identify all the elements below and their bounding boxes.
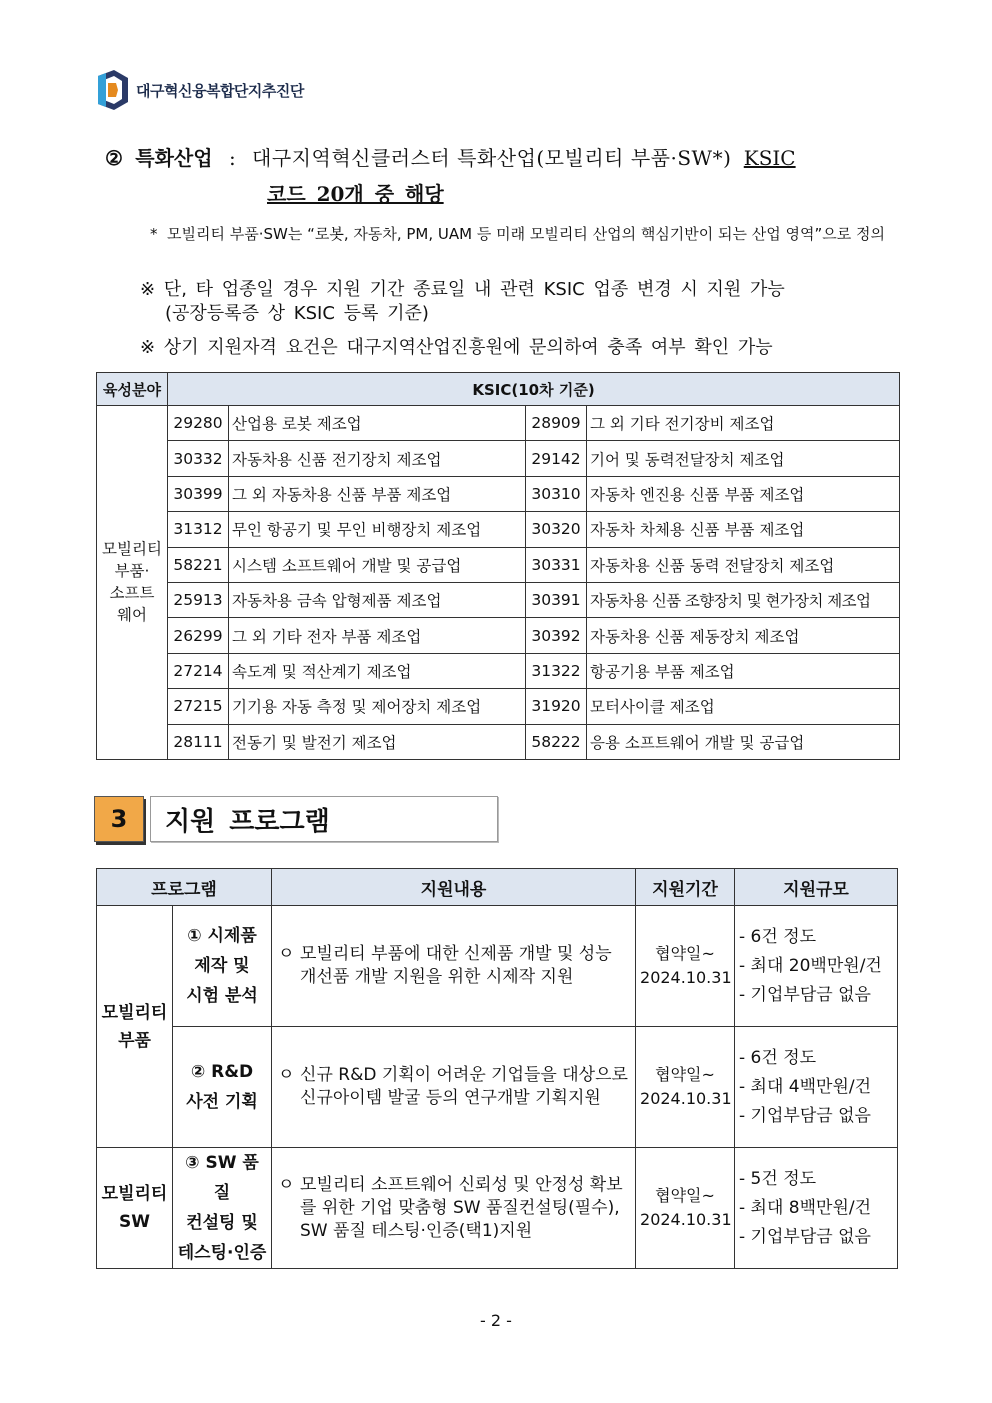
scale-line: - 최대 20백만원/건 — [739, 955, 882, 976]
ksic-name: 자동차용 신품 조향장치 및 현가장치 제조업 — [587, 582, 900, 617]
ksic-name: 기어 및 동력전달장치 제조업 — [587, 441, 900, 476]
ksic-code: 28909 — [526, 406, 587, 441]
field-line: 소프트 — [109, 584, 155, 603]
ksic-code: 31920 — [526, 689, 587, 724]
program-scale — [735, 1148, 898, 1269]
program-name-line: 제작 및 — [194, 956, 250, 976]
table-row — [97, 406, 900, 441]
table-row — [97, 653, 900, 688]
ksic-name: 기기용 자동 측정 및 제어장치 제조업 — [229, 689, 526, 724]
ksic-code: 30392 — [526, 618, 587, 653]
ksic-name: 자동차 차체용 신품 부품 제조업 — [587, 512, 900, 547]
program-name — [173, 1148, 272, 1269]
scale-line: - 기업부담금 없음 — [739, 984, 871, 1005]
ksic-name: 무인 항공기 및 무인 비행장치 제조업 — [229, 512, 526, 547]
ksic-code: 31312 — [168, 512, 229, 547]
program-name-line: 테스팅·인증 — [177, 1243, 267, 1263]
item-description: 대구지역혁신클러스터 특화산업(모빌리티 부품·SW*) — [252, 146, 732, 170]
ksic-code: 30399 — [168, 476, 229, 511]
ksic-code: 29280 — [168, 406, 229, 441]
table-row — [97, 906, 898, 1027]
ksic-name: 그 외 기타 전자 부품 제조업 — [229, 618, 526, 653]
ksic-name: 자동차용 신품 동력 전달장치 제조업 — [587, 547, 900, 582]
ksic-code: 31322 — [526, 653, 587, 688]
period-line: 2024.10.31 — [640, 1210, 732, 1229]
program-name — [173, 1027, 272, 1148]
category-line: 모빌리티 — [101, 1002, 168, 1023]
header-content: 지원내용 — [272, 869, 636, 906]
program-table-header — [97, 869, 898, 906]
section-number-badge: 3 — [94, 796, 144, 842]
category-mobility-parts — [97, 906, 173, 1148]
program-content — [272, 1148, 636, 1269]
scale-line: - 5건 정도 — [739, 1168, 817, 1189]
header-logo — [96, 70, 304, 110]
ksic-code: 30331 — [526, 547, 587, 582]
table-row — [97, 476, 900, 511]
scale-line: - 6건 정도 — [739, 926, 817, 947]
exception-note-line2: (공장등록증 상 KSIC 등록 기준) — [165, 303, 429, 324]
field-line: 웨어 — [117, 606, 147, 625]
program-table — [96, 868, 898, 1269]
program-name-line: ① 시제품 — [187, 926, 257, 946]
program-name — [173, 906, 272, 1027]
period-line: 협약일~ — [655, 1186, 715, 1205]
ksic-name: 모터사이클 제조업 — [587, 689, 900, 724]
ksic-name: 그 외 자동차용 신품 부품 제조업 — [229, 476, 526, 511]
ksic-code: 58222 — [526, 724, 587, 759]
ksic-code: 26299 — [168, 618, 229, 653]
program-period — [636, 906, 735, 1027]
content-text: 모빌리티 부품에 대한 신제품 개발 및 성능 개선품 개발 지원을 위한 시제작 지원 — [300, 944, 612, 987]
ksic-name: 시스템 소프트웨어 개발 및 공급업 — [229, 547, 526, 582]
program-name-line: ③ SW 품질 — [185, 1153, 259, 1203]
table-row — [97, 618, 900, 653]
ksic-code: 25913 — [168, 582, 229, 617]
page-number: - 2 - — [480, 1311, 512, 1330]
ksic-name: 그 외 기타 전기장비 제조업 — [587, 406, 900, 441]
period-line: 협약일~ — [655, 1065, 715, 1084]
ksic-name: 자동차용 신품 전기장치 제조업 — [229, 441, 526, 476]
table-row — [97, 1148, 898, 1269]
exception-note — [140, 278, 785, 326]
header-ksic: KSIC(10차 기준) — [168, 373, 900, 406]
bullet: ㅇ — [278, 1174, 295, 1195]
ksic-code: 58221 — [168, 547, 229, 582]
program-period — [636, 1027, 735, 1148]
specialized-industry-line2: 코드 20개 중 해당 — [267, 182, 444, 206]
ksic-code: 30310 — [526, 476, 587, 511]
field-line: 부품· — [114, 562, 150, 581]
ksic-name: 자동차용 신품 제동장치 제조업 — [587, 618, 900, 653]
category-line: SW — [119, 1212, 150, 1232]
ksic-name: 응용 소프트웨어 개발 및 공급업 — [587, 724, 900, 759]
item-colon: : — [228, 146, 236, 170]
scale-line: - 최대 8백만원/건 — [739, 1197, 872, 1218]
table-row — [97, 441, 900, 476]
org-logo-icon — [96, 70, 130, 110]
header-scale: 지원규모 — [735, 869, 898, 906]
program-scale — [735, 1027, 898, 1148]
period-line: 2024.10.31 — [640, 1089, 732, 1108]
note-text: 모빌리티 부품·SW는 “로봇, 자동차, PM, UAM 등 미래 모빌리티 산업의 핵심기반이 되는 산업 영역”으로 정의 — [167, 225, 886, 243]
header-period: 지원기간 — [636, 869, 735, 906]
program-content — [272, 1027, 636, 1148]
category-line: 부품 — [118, 1030, 151, 1051]
program-period — [636, 1148, 735, 1269]
category-line: 모빌리티 — [101, 1184, 168, 1204]
program-name-line: ② R&D — [190, 1062, 254, 1082]
program-scale — [735, 906, 898, 1027]
section-title: 지원 프로그램 — [150, 796, 498, 842]
scale-line: - 기업부담금 없음 — [739, 1226, 871, 1247]
inquiry-note: ※ 상기 지원자격 요건은 대구지역산업진흥원에 문의하여 충족 여부 확인 가능 — [140, 337, 773, 358]
exception-note-line1: ※ 단, 타 업종일 경우 지원 기간 종료일 내 관련 KSIC 업종 변경 시 지원 가능 — [140, 279, 785, 300]
period-line: 협약일~ — [655, 944, 715, 963]
ksic-code: 27215 — [168, 689, 229, 724]
table-row — [97, 582, 900, 617]
table-row — [97, 547, 900, 582]
period-line: 2024.10.31 — [640, 968, 732, 987]
table-row — [97, 689, 900, 724]
content-text: 모빌리티 소프트웨어 신뢰성 및 안정성 확보를 위한 기업 맞춤형 SW 품질컨설팅(필수), SW 품질 테스팅·인증(택1)지원 — [300, 1174, 623, 1241]
ksic-name: 속도계 및 적산계기 제조업 — [229, 653, 526, 688]
ksic-code: 29142 — [526, 441, 587, 476]
program-name-line: 컨설팅 및 — [186, 1213, 258, 1233]
program-name-line: 사전 기획 — [186, 1092, 258, 1112]
ksic-name: 항공기용 부품 제조업 — [587, 653, 900, 688]
ksic-code: 30391 — [526, 582, 587, 617]
ksic-word: KSIC — [743, 146, 796, 170]
field-line: 모빌리티 — [102, 540, 162, 559]
ksic-name: 자동차용 금속 압형제품 제조업 — [229, 582, 526, 617]
ksic-code: 30332 — [168, 441, 229, 476]
ksic-table-header — [97, 373, 900, 406]
ksic-name: 전동기 및 발전기 제조업 — [229, 724, 526, 759]
category-mobility-sw — [97, 1148, 173, 1269]
program-name-line: 시험 분석 — [186, 986, 258, 1006]
definition-note — [150, 224, 902, 244]
ksic-code: 30320 — [526, 512, 587, 547]
table-row — [97, 512, 900, 547]
bullet: ㅇ — [278, 944, 295, 964]
content-text: 신규 R&D 기획이 어려운 기업들을 대상으로 신규아이템 발굴 등의 연구개발 기획지원 — [300, 1065, 628, 1108]
org-name: 대구혁신융복합단지추진단 — [136, 81, 304, 100]
item-number: ② — [105, 146, 123, 170]
ksic-name: 산업용 로봇 제조업 — [229, 406, 526, 441]
field-cell — [97, 406, 168, 760]
ksic-table — [96, 372, 900, 760]
note-star: * — [150, 225, 158, 243]
scale-line: - 최대 4백만원/건 — [739, 1076, 872, 1097]
ksic-name: 자동차 엔진용 신품 부품 제조업 — [587, 476, 900, 511]
scale-line: - 6건 정도 — [739, 1047, 817, 1068]
header-program: 프로그램 — [97, 869, 272, 906]
item-label: 특화산업 — [135, 146, 213, 170]
header-field: 육성분야 — [97, 373, 168, 406]
ksic-code: 28111 — [168, 724, 229, 759]
bullet: ㅇ — [278, 1065, 295, 1085]
program-content — [272, 906, 636, 1027]
scale-line: - 기업부담금 없음 — [739, 1105, 871, 1126]
specialized-industry-heading — [105, 142, 796, 171]
table-row — [97, 724, 900, 759]
table-row — [97, 1027, 898, 1148]
ksic-code: 27214 — [168, 653, 229, 688]
